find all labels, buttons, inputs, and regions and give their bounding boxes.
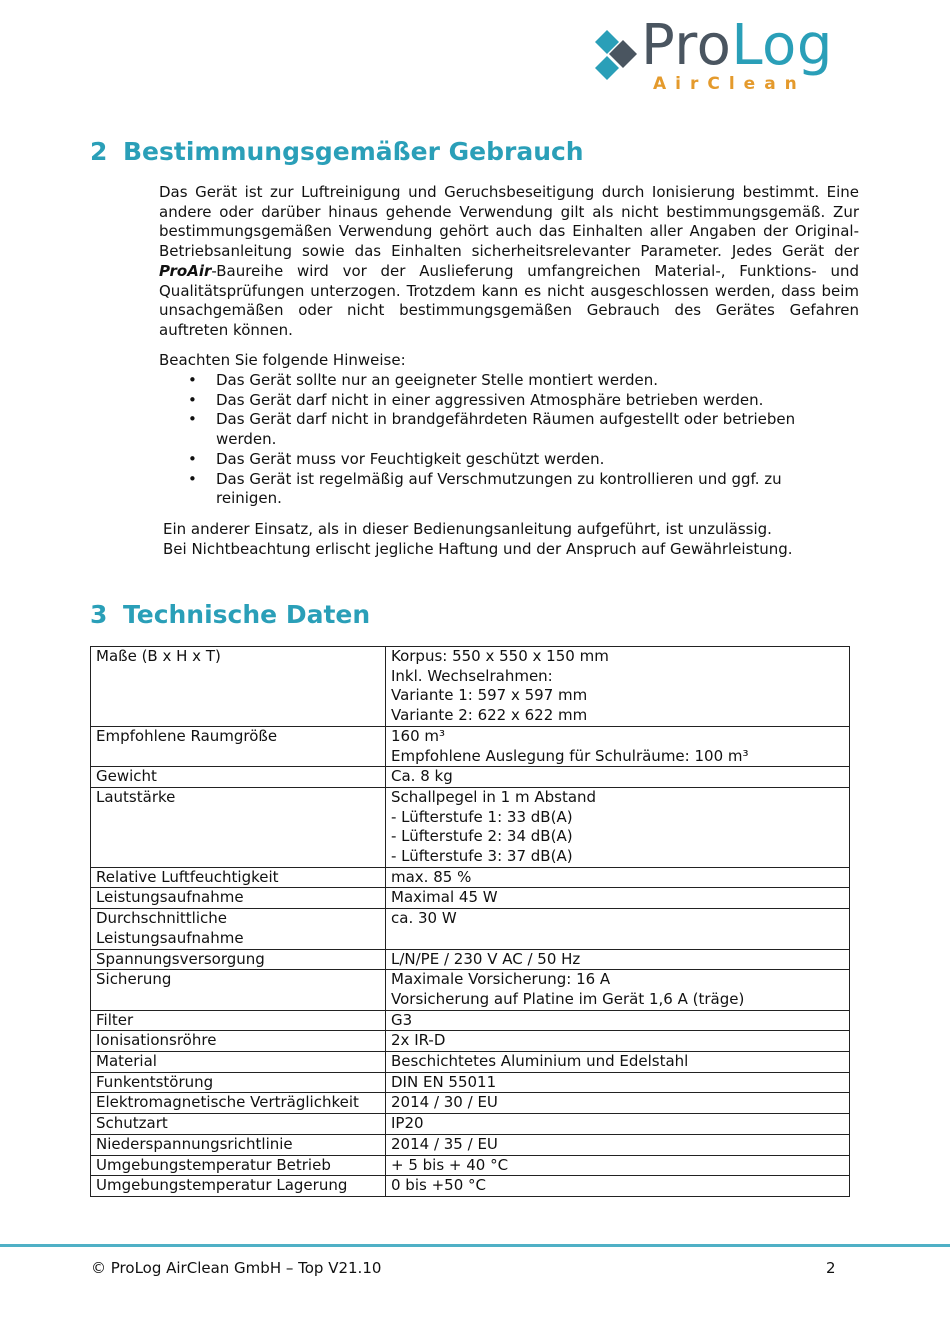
table-key-line: Gewicht <box>96 767 157 786</box>
list-item: • Das Gerät darf nicht in brandgefährdeten Räumen aufgestellt oder betrieben werden. <box>159 410 839 449</box>
intro-paragraph: Das Gerät ist zur Luftreinigung und Geruchsbeseitigung durch Ionisierung bestimmt. Eine andere oder darüber hinaus gehende Verwendung gilt als nicht bestimmungsgemäß. Zur bestimmungsgemäßen Verwendung gehört auch das Einhalten aller Angaben der Original-Betriebsanleitung sowie das Einhalten sicherheitsrelevanter Parameter. Jedes Gerät der ProAir-Baureihe wird vor der Auslieferung umfangreichen Material-, Funktions- und Qualitätsprüfungen unterzogen. Trotzdem kann es nicht ausgeschlossen werden, dass beim unsachgemäßen oder nicht bestimmungsgemäßen Gebrauch des Gerätes Gefahren auftreten können. <box>159 183 859 339</box>
table-value-cell <box>386 949 850 970</box>
table-value-line: Empfohlene Auslegung für Schulräume: 100 m³ <box>391 746 749 765</box>
table-row <box>91 1052 850 1073</box>
table-row <box>91 1031 850 1052</box>
table-key-cell <box>91 1114 386 1135</box>
table-key-line: Maße (B x H x T) <box>96 647 221 665</box>
table-key-cell <box>91 1072 386 1093</box>
table-key-line: Spannungsversorgung <box>96 949 265 968</box>
table-key-cell <box>91 787 386 867</box>
table-value-cell <box>386 867 850 888</box>
list-item: • Das Gerät ist regelmäßig auf Verschmutzungen zu kontrollieren und ggf. zu reinigen. <box>159 470 839 509</box>
table-value-line: max. 85 % <box>391 867 472 886</box>
table-value-line: 2014 / 30 / EU <box>391 1093 498 1112</box>
table-key-line: Lautstärke <box>96 787 176 806</box>
hints-heading: Beachten Sie folgende Hinweise: <box>159 351 406 369</box>
footer-divider <box>0 1244 950 1247</box>
closing-line: Ein anderer Einsatz, als in dieser Bedienungsanleitung aufgeführt, ist unzulässig. <box>163 520 772 538</box>
table-value-cell <box>386 1093 850 1114</box>
table-row <box>91 1134 850 1155</box>
table-value-cell <box>386 1031 850 1052</box>
table-row <box>91 1114 850 1135</box>
section-title: Bestimmungsgemäßer Gebrauch <box>123 137 584 166</box>
table-row <box>91 647 850 727</box>
table-row <box>91 726 850 766</box>
table-row <box>91 867 850 888</box>
table-value-line: Variante 1: 597 x 597 mm <box>391 686 588 705</box>
table-row <box>91 1155 850 1176</box>
table-value-line: Vorsicherung auf Platine im Gerät 1,6 A (träge) <box>391 989 745 1008</box>
table-key-line: Filter <box>96 1010 134 1029</box>
list-item: • Das Gerät darf nicht in einer aggressiven Atmosphäre betrieben werden. <box>159 391 839 411</box>
table-key-line: Sicherung <box>96 970 172 989</box>
table-key-cell <box>91 1093 386 1114</box>
table-row <box>91 970 850 1010</box>
table-value-line: Variante 2: 622 x 622 mm <box>391 706 588 725</box>
table-row <box>91 1010 850 1031</box>
table-value-line: ca. 30 W <box>391 909 457 928</box>
table-key-line: Material <box>96 1052 157 1071</box>
page-number: 2 <box>826 1259 836 1277</box>
table-value-line: - Lüfterstufe 2: 34 dB(A) <box>391 827 573 846</box>
table-key-line: Elektromagnetische Verträglichkeit <box>96 1093 359 1112</box>
table-row <box>91 1093 850 1114</box>
table-key-cell <box>91 1052 386 1073</box>
table-value-cell <box>386 888 850 909</box>
table-key-cell <box>91 909 386 949</box>
list-item: • Das Gerät muss vor Feuchtigkeit geschützt werden. <box>159 450 839 470</box>
table-value-line: DIN EN 55011 <box>391 1072 497 1091</box>
table-value-cell <box>386 970 850 1010</box>
table-value-cell <box>386 1114 850 1135</box>
section-title: Technische Daten <box>123 600 371 629</box>
logo-wordmark: ProLog <box>641 13 833 78</box>
table-key-line: Niederspannungsrichtlinie <box>96 1134 293 1153</box>
table-value-line: Ca. 8 kg <box>391 767 453 786</box>
table-value-line: G3 <box>391 1010 413 1029</box>
table-value-cell <box>386 1072 850 1093</box>
table-key-line: Leistungsaufnahme <box>96 888 244 907</box>
table-value-line: Maximale Vorsicherung: 16 A <box>391 970 611 989</box>
hints-list <box>159 371 839 509</box>
table-value-cell <box>386 1010 850 1031</box>
section-number: 2 <box>90 137 108 166</box>
table-key-cell <box>91 767 386 788</box>
table-key-cell <box>91 1155 386 1176</box>
table-key-cell <box>91 970 386 1010</box>
technical-data-table <box>90 646 850 1197</box>
section-number: 3 <box>90 600 108 629</box>
table-value-cell <box>386 1176 850 1197</box>
footer-copyright: © ProLog AirClean GmbH – Top V21.10 <box>91 1259 382 1277</box>
table-key-line: Durchschnittliche <box>96 909 227 928</box>
table-value-line: 2014 / 35 / EU <box>391 1134 498 1153</box>
table-key-cell <box>91 726 386 766</box>
table-value-cell <box>386 647 850 727</box>
table-key-line: Empfohlene Raumgröße <box>96 726 278 745</box>
table-row <box>91 767 850 788</box>
table-value-line: - Lüfterstufe 3: 37 dB(A) <box>391 847 573 866</box>
table-value-line: - Lüfterstufe 1: 33 dB(A) <box>391 807 573 826</box>
table-key-cell <box>91 867 386 888</box>
section-2-heading <box>90 137 584 166</box>
section-3-heading <box>90 600 370 629</box>
table-value-line: 0 bis +50 °C <box>391 1176 486 1195</box>
table-value-cell <box>386 1052 850 1073</box>
table-value-cell <box>386 1134 850 1155</box>
table-key-line: Funkentstörung <box>96 1072 214 1091</box>
table-key-cell <box>91 1031 386 1052</box>
table-key-cell <box>91 1176 386 1197</box>
table-value-line: Beschichtetes Aluminium und Edelstahl <box>391 1052 689 1071</box>
table-value-line: 160 m³ <box>391 726 446 745</box>
table-key-line: Schutzart <box>96 1114 168 1133</box>
table-key-line: Leistungsaufnahme <box>96 928 244 947</box>
table-value-cell <box>386 909 850 949</box>
table-key-cell <box>91 888 386 909</box>
table-key-line: Ionisationsröhre <box>96 1031 217 1050</box>
table-value-cell <box>386 787 850 867</box>
company-logo <box>591 13 851 104</box>
table-value-line: IP20 <box>391 1114 424 1133</box>
table-value-cell <box>386 1155 850 1176</box>
table-row <box>91 1176 850 1197</box>
closing-line: Bei Nichtbeachtung erlischt jegliche Haftung und der Anspruch auf Gewährleistung. <box>163 540 793 558</box>
table-value-line: 2x IR-D <box>391 1031 446 1050</box>
table-value-line: Schallpegel in 1 m Abstand <box>391 787 597 806</box>
logo-tagline: AirClean <box>653 74 806 94</box>
table-key-cell <box>91 1134 386 1155</box>
table-key-line: Umgebungstemperatur Betrieb <box>96 1155 331 1174</box>
table-key-cell <box>91 1010 386 1031</box>
table-key-line: Relative Luftfeuchtigkeit <box>96 867 279 886</box>
table-value-line: Inkl. Wechselrahmen: <box>391 666 553 685</box>
table-value-line: L/N/PE / 230 V AC / 50 Hz <box>391 949 581 968</box>
table-row <box>91 909 850 949</box>
table-value-line: Korpus: 550 x 550 x 150 mm <box>391 647 609 665</box>
list-item: • Das Gerät sollte nur an geeigneter Stelle montiert werden. <box>159 371 839 391</box>
table-value-cell <box>386 726 850 766</box>
diamond-logo-icon <box>591 26 643 88</box>
table-row <box>91 949 850 970</box>
table-row <box>91 787 850 867</box>
table-row <box>91 1072 850 1093</box>
table-key-cell <box>91 647 386 727</box>
table-key-cell <box>91 949 386 970</box>
brand-name: ProAir <box>159 261 212 280</box>
table-key-line: Umgebungstemperatur Lagerung <box>96 1176 348 1195</box>
table-value-cell <box>386 767 850 788</box>
table-value-line: Maximal 45 W <box>391 888 498 907</box>
table-row <box>91 888 850 909</box>
table-value-line: + 5 bis + 40 °C <box>391 1155 509 1174</box>
